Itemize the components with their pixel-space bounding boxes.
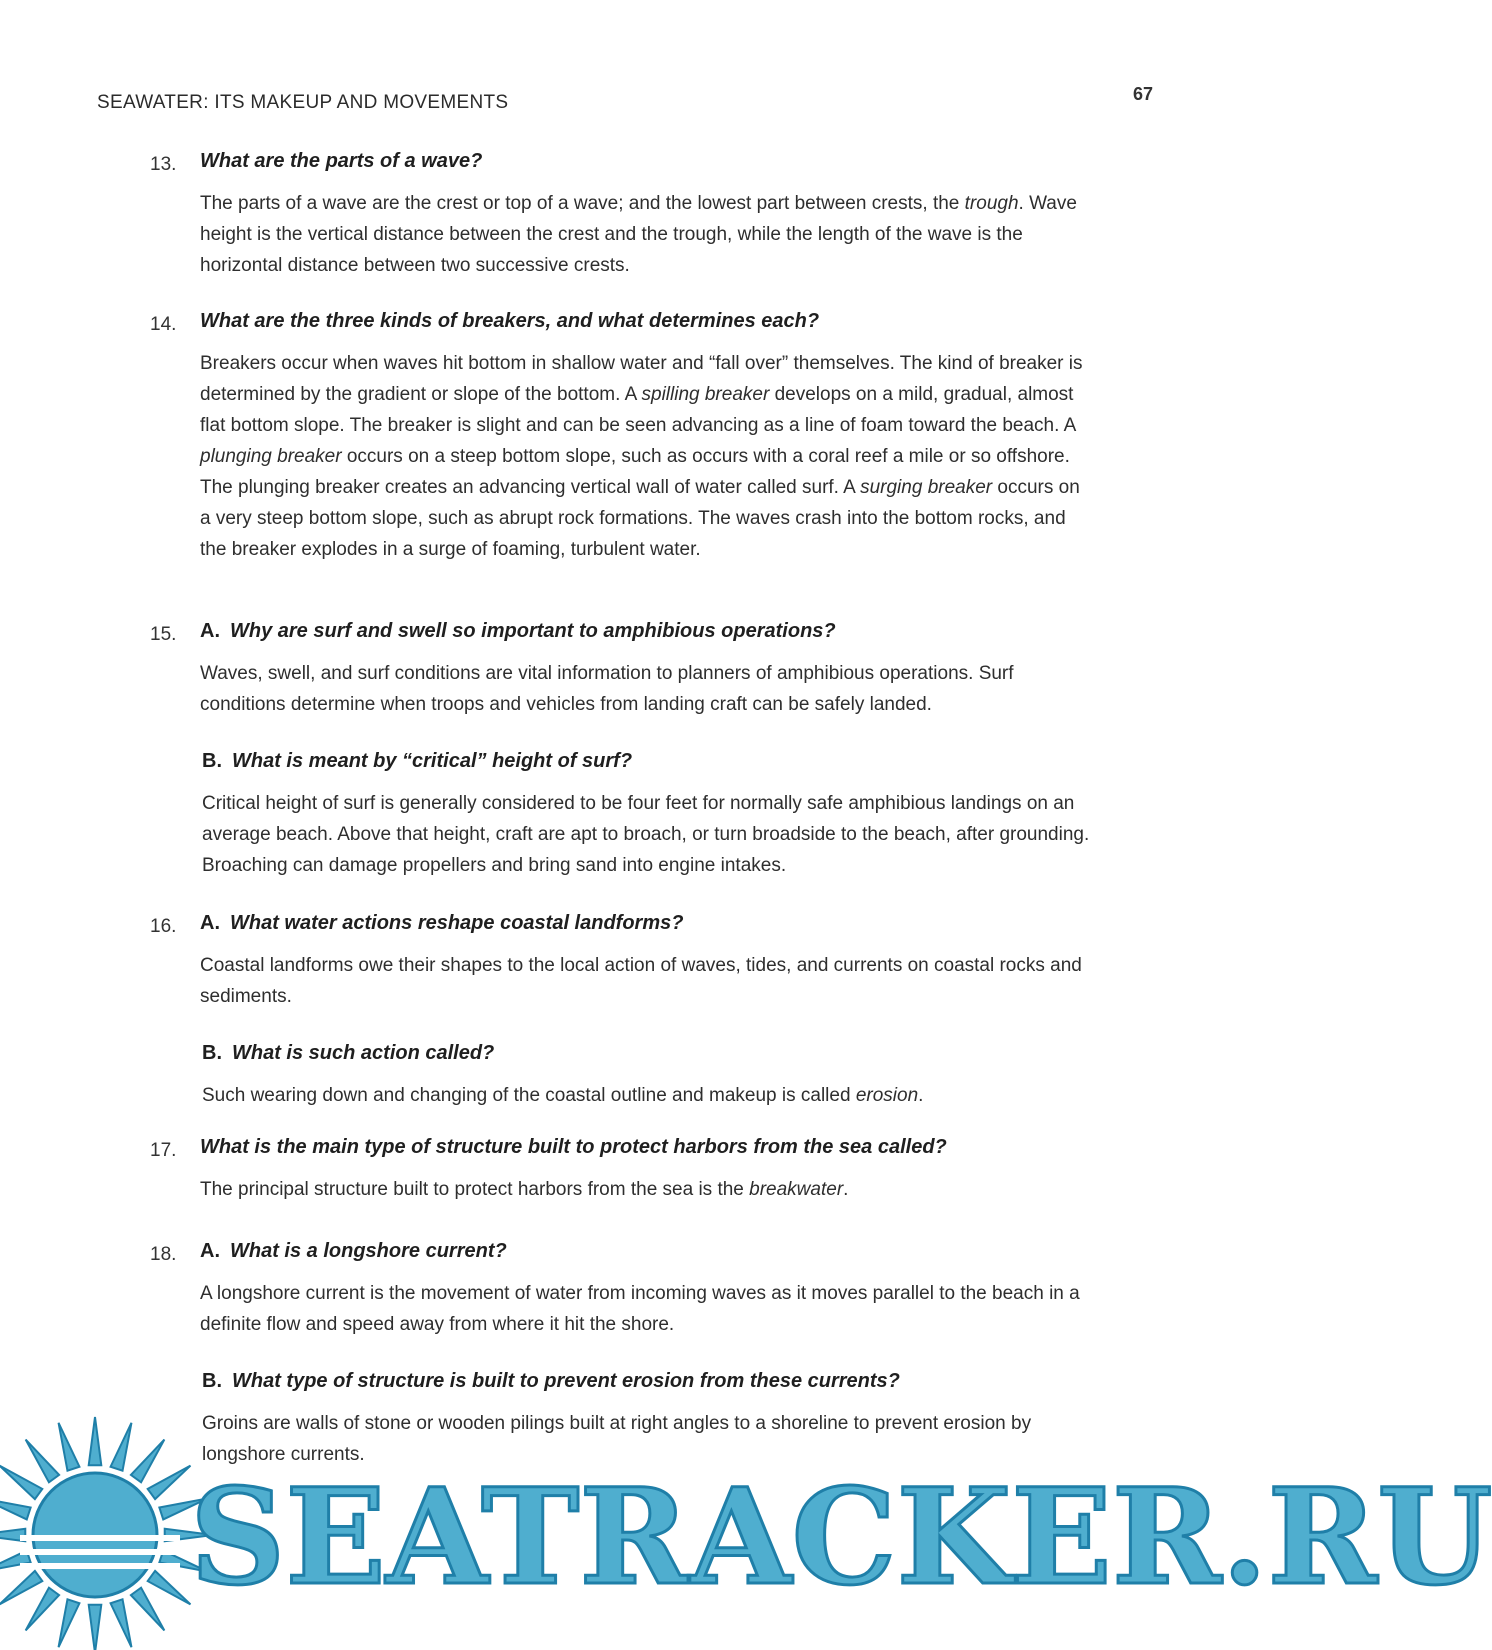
question-number: 14. — [150, 314, 177, 335]
answer-text — [200, 188, 1090, 281]
question-text: What is the main type of structure built to protect harbors from the sea called? — [200, 1136, 947, 1158]
sun-ray — [111, 1423, 132, 1471]
question-15 — [150, 620, 1100, 881]
question-number: 17. — [150, 1140, 177, 1161]
text-run: . — [918, 1085, 924, 1106]
question-text: A. What is a longshore current? — [200, 1240, 507, 1262]
sub-label: A. — [200, 620, 220, 642]
sun-ray — [0, 1499, 31, 1520]
question-text: A. What water actions reshape coastal landforms? — [200, 912, 684, 934]
text-run: A longshore current is the movement of water from incoming waves as it moves parallel to the beach in a definite flow and speed away from where it hit the shore. — [200, 1283, 1080, 1335]
sun-ray — [59, 1599, 80, 1647]
sun-ray — [26, 1588, 59, 1631]
sun-ray — [131, 1440, 164, 1483]
sub-label: B. — [202, 1042, 222, 1064]
italic-term: spilling breaker — [641, 384, 770, 405]
italic-term: plunging breaker — [200, 446, 342, 467]
text-run: develops on a mild, gradual, almost flat bottom slope. The breaker is slight and can be seen advancing as a line of foam toward the beach. A — [200, 384, 1076, 436]
answer-text — [200, 1278, 1090, 1340]
running-head: SEAWATER: ITS MAKEUP AND MOVEMENTS — [97, 92, 509, 113]
question-text: A. Why are surf and swell so important to amphibious operations? — [200, 620, 836, 642]
question-number: 18. — [150, 1244, 177, 1265]
answer-text — [200, 1174, 1090, 1205]
answer-text — [200, 348, 1090, 565]
text-run: The principal structure built to protect harbors from the sea is the — [200, 1179, 750, 1200]
sub-label: A. — [200, 1240, 220, 1262]
question-number: 15. — [150, 624, 177, 645]
answer-text — [202, 788, 1092, 881]
question-text: B. What is meant by “critical” height of surf? — [202, 750, 633, 772]
text-run: Waves, swell, and surf conditions are vital information to planners of amphibious operations. Surf conditions determine when troops and vehicles from landing craft can be safely landed. — [200, 663, 1014, 715]
question-16 — [150, 912, 1100, 1111]
text-run: Coastal landforms owe their shapes to the local action of waves, tides, and currents on coastal rocks and sediments. — [200, 955, 1082, 1007]
text-run: Such wearing down and changing of the coastal outline and makeup is called — [202, 1085, 856, 1106]
text-run: occurs on a very steep bottom slope, such as abrupt rock formations. The waves crash into the bottom rocks, and the breaker explodes in a surge of foaming, turbulent water. — [200, 477, 1080, 560]
question-number: 16. — [150, 916, 177, 937]
answer-text — [200, 658, 1090, 720]
question-number: 13. — [150, 154, 177, 175]
sun-ray — [59, 1423, 80, 1471]
sun-ray — [26, 1440, 59, 1483]
text-run: . Wave height is the vertical distance between the crest and the trough, while the length of the wave is the horizontal distance between two successive crests. — [200, 193, 1077, 276]
page-number: 67 — [1133, 84, 1154, 104]
text-run: Breakers occur when waves hit bottom in shallow water and “fall over” themselves. The kind of breaker is determined by the gradient or slope of the bottom. A — [200, 353, 1083, 405]
italic-term: surging breaker — [860, 477, 993, 498]
sun-ray — [111, 1599, 132, 1647]
sub-question-16b — [150, 1042, 1100, 1111]
text-run: Critical height of surf is generally considered to be four feet for normally safe amphibious landings on an average beach. Above that height, craft are apt to broach, or turn broadside to the beach, after grounding. Broaching can damage propellers and bring sand into engine intakes. — [202, 793, 1090, 876]
italic-term: trough — [964, 193, 1019, 214]
sun-ray — [89, 1605, 102, 1650]
sun-ray — [131, 1588, 164, 1631]
sun-ray — [0, 1571, 42, 1604]
question-14 — [150, 310, 1100, 565]
italic-term: erosion — [855, 1085, 919, 1106]
text-run: Groins are walls of stone or wooden pilings built at right angles to a shoreline to prevent erosion by longshore currents. — [202, 1413, 1032, 1465]
text-run: occurs on a steep bottom slope, such as occurs with a coral reef a mile or so offshore. The plunging breaker creates an advancing vertical wall of water called surf. A — [200, 446, 1070, 498]
question-text: What are the three kinds of breakers, and what determines each? — [200, 310, 820, 332]
sun-ray — [89, 1417, 102, 1465]
sun-ray — [148, 1466, 191, 1499]
text-run: The parts of a wave are the crest or top of a wave; and the lowest part between crests, the — [200, 193, 965, 214]
sun-ray — [148, 1571, 191, 1604]
question-text: What are the parts of a wave? — [200, 150, 483, 172]
text-run: . — [843, 1179, 849, 1200]
question-text: B. What is such action called? — [202, 1042, 495, 1064]
sub-question-15b — [150, 750, 1100, 881]
italic-term: breakwater — [749, 1179, 844, 1200]
answer-text — [200, 950, 1090, 1012]
sub-label: B. — [202, 1370, 222, 1392]
question-13 — [150, 150, 1100, 281]
answer-text — [202, 1080, 1092, 1111]
sub-label: A. — [200, 912, 220, 934]
question-17 — [150, 1136, 1100, 1205]
watermark-text: SEATRACKER.RU — [190, 1460, 1492, 1615]
sun-ray — [0, 1466, 42, 1499]
sub-label: B. — [202, 750, 222, 772]
question-text: B. What type of structure is built to prevent erosion from these currents? — [202, 1370, 900, 1392]
